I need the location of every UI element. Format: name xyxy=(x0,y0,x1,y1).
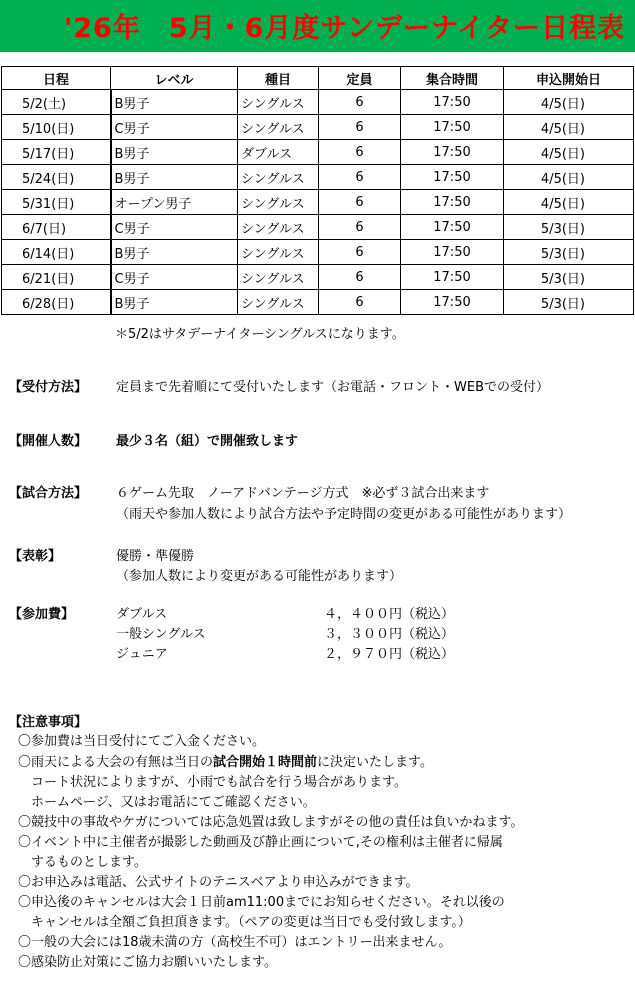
cell-event: ダブルス xyxy=(238,140,319,165)
page-title: '26年 5月・6月度サンデーナイター日程表 xyxy=(64,13,626,44)
table-row xyxy=(2,190,634,215)
cell-meet-time: 17:50 xyxy=(401,190,504,215)
fee-name: 一般シングルス xyxy=(116,627,206,642)
cell-capacity: 6 xyxy=(319,215,401,240)
cell-capacity: 6 xyxy=(319,140,401,165)
min-players-text: 最少３名（組）で開催致します xyxy=(116,434,299,449)
cell-level: B男子 xyxy=(111,290,238,315)
cell-entry-start: 4/5(日) xyxy=(504,190,634,215)
cell-level: C男子 xyxy=(111,215,238,240)
min-players-label: 【開催人数】 xyxy=(9,434,88,449)
cell-capacity: 6 xyxy=(319,190,401,215)
table-row xyxy=(2,240,634,265)
cell-event: シングルス xyxy=(238,190,319,215)
awards-label: 【表彰】 xyxy=(9,549,62,564)
cell-date: 5/10(日) xyxy=(2,115,111,140)
table-row xyxy=(2,90,634,115)
match-format-label: 【試合方法】 xyxy=(9,486,88,501)
cell-event: シングルス xyxy=(238,165,319,190)
header-meet-time: 集合時間 xyxy=(401,67,504,90)
cell-entry-start: 4/5(日) xyxy=(504,165,634,190)
cell-capacity: 6 xyxy=(319,240,401,265)
notice-line: 〇申込後のキャンセルは大会１日前am11:00までにお知らせください。それ以後の xyxy=(18,895,505,910)
cell-capacity: 6 xyxy=(319,115,401,140)
reception-label: 【受付方法】 xyxy=(9,380,88,395)
fee-price: ４，４００円（税込） xyxy=(324,607,455,622)
cell-level: B男子 xyxy=(111,90,238,115)
notice-line: キャンセルは全額ご負担頂きます。（ペアの変更は当日でも受付致します。） xyxy=(18,915,471,930)
notice-line: 〇イベント中に主催者が撮影した動画及び静止画について,その権利は主催者に帰属 xyxy=(18,835,503,850)
cell-event: シングルス xyxy=(238,115,319,140)
cell-event: シングルス xyxy=(238,240,319,265)
table-row xyxy=(2,115,634,140)
cell-capacity: 6 xyxy=(319,265,401,290)
table-note: ＊5/2はサタデーナイターシングルスになります。 xyxy=(115,327,405,342)
cell-date: 6/14(日) xyxy=(2,240,111,265)
notice-text: に決定いたします。 xyxy=(317,755,433,770)
table-row xyxy=(2,140,634,165)
awards-text: 優勝・準優勝 xyxy=(116,549,195,564)
cell-meet-time: 17:50 xyxy=(401,165,504,190)
cell-entry-start: 5/3(日) xyxy=(504,240,634,265)
cell-level: B男子 xyxy=(111,140,238,165)
header-capacity: 定員 xyxy=(319,67,401,90)
cell-date: 5/31(日) xyxy=(2,190,111,215)
cell-date: 6/21(日) xyxy=(2,265,111,290)
table-row xyxy=(2,215,634,240)
cell-meet-time: 17:50 xyxy=(401,240,504,265)
match-format-sub: （雨天や参加人数により試合方法や予定時間の変更がある可能性があります） xyxy=(116,507,572,522)
cell-meet-time: 17:50 xyxy=(401,115,504,140)
cell-level: B男子 xyxy=(111,165,238,190)
cell-date: 6/7(日) xyxy=(2,215,111,240)
notice-line: コート状況によりますが、小雨でも試合を行う場合があります。 xyxy=(18,775,407,790)
fee-price: ３，３００円（税込） xyxy=(324,627,455,642)
cell-meet-time: 17:50 xyxy=(401,290,504,315)
cell-date: 5/24(日) xyxy=(2,165,111,190)
awards-sub: （参加人数により変更がある可能性があります） xyxy=(116,569,403,584)
cell-entry-start: 4/5(日) xyxy=(504,115,634,140)
cell-meet-time: 17:50 xyxy=(401,265,504,290)
cell-level: C男子 xyxy=(111,115,238,140)
cell-event: シングルス xyxy=(238,265,319,290)
notice-line: するものとします。 xyxy=(18,855,147,870)
notice-line: 〇感染防止対策にご協力お願いいたします。 xyxy=(18,955,277,970)
table-header-row xyxy=(2,67,634,90)
cell-meet-time: 17:50 xyxy=(401,215,504,240)
cell-event: シングルス xyxy=(238,290,319,315)
notice-line xyxy=(18,751,433,770)
notices-label: 【注意事項】 xyxy=(9,715,88,730)
cell-meet-time: 17:50 xyxy=(401,90,504,115)
cell-event: シングルス xyxy=(238,90,319,115)
cell-level: オープン男子 xyxy=(111,190,238,215)
match-format-text: ６ゲーム先取 ノーアドバンテージ方式 ※必ず３試合出来ます xyxy=(116,486,490,501)
notice-line: 〇お申込みは電話、公式サイトのテニスベアより申込みができます。 xyxy=(18,875,419,890)
header-event: 種目 xyxy=(238,67,319,90)
cell-capacity: 6 xyxy=(319,90,401,115)
fee-name: ジュニア xyxy=(116,647,168,662)
notice-line: ホームページ、又はお電話にてご確認ください。 xyxy=(18,795,316,810)
notice-line: 〇一般の大会には18歳未満の方（高校生不可）はエントリー出来ません。 xyxy=(18,935,452,950)
schedule-table xyxy=(1,66,634,315)
cell-event: シングルス xyxy=(238,215,319,240)
cell-meet-time: 17:50 xyxy=(401,140,504,165)
notice-text: 〇雨天による大会の有無は当日の xyxy=(18,755,214,770)
header-entry-start: 申込開始日 xyxy=(504,67,634,90)
notice-line: 〇競技中の事故やケガについては応急処置は致しますがその他の責任は負いかねます。 xyxy=(18,815,524,830)
cell-entry-start: 5/3(日) xyxy=(504,290,634,315)
reception-text: 定員まで先着順にて受付いたします（お電話・フロント・WEBでの受付） xyxy=(116,380,549,395)
cell-capacity: 6 xyxy=(319,290,401,315)
notice-line: 〇参加費は当日受付にてご入金ください。 xyxy=(18,734,266,749)
notice-emphasis: 試合開始１時間前 xyxy=(213,755,318,770)
title-banner xyxy=(0,0,635,52)
fee-name: ダブルス xyxy=(116,607,168,622)
cell-entry-start: 5/3(日) xyxy=(504,265,634,290)
header-date: 日程 xyxy=(2,67,111,90)
cell-level: C男子 xyxy=(111,265,238,290)
header-level: レベル xyxy=(111,67,238,90)
table-row xyxy=(2,290,634,315)
cell-date: 5/17(日) xyxy=(2,140,111,165)
cell-level: B男子 xyxy=(111,240,238,265)
cell-entry-start: 4/5(日) xyxy=(504,140,634,165)
cell-date: 6/28(日) xyxy=(2,290,111,315)
cell-entry-start: 5/3(日) xyxy=(504,215,634,240)
fee-price: ２，９７０円（税込） xyxy=(324,647,455,662)
cell-capacity: 6 xyxy=(319,165,401,190)
table-row xyxy=(2,265,634,290)
cell-entry-start: 4/5(日) xyxy=(504,90,634,115)
fees-label: 【参加費】 xyxy=(9,607,75,622)
table-row xyxy=(2,165,634,190)
cell-date: 5/2(土) xyxy=(2,90,111,115)
